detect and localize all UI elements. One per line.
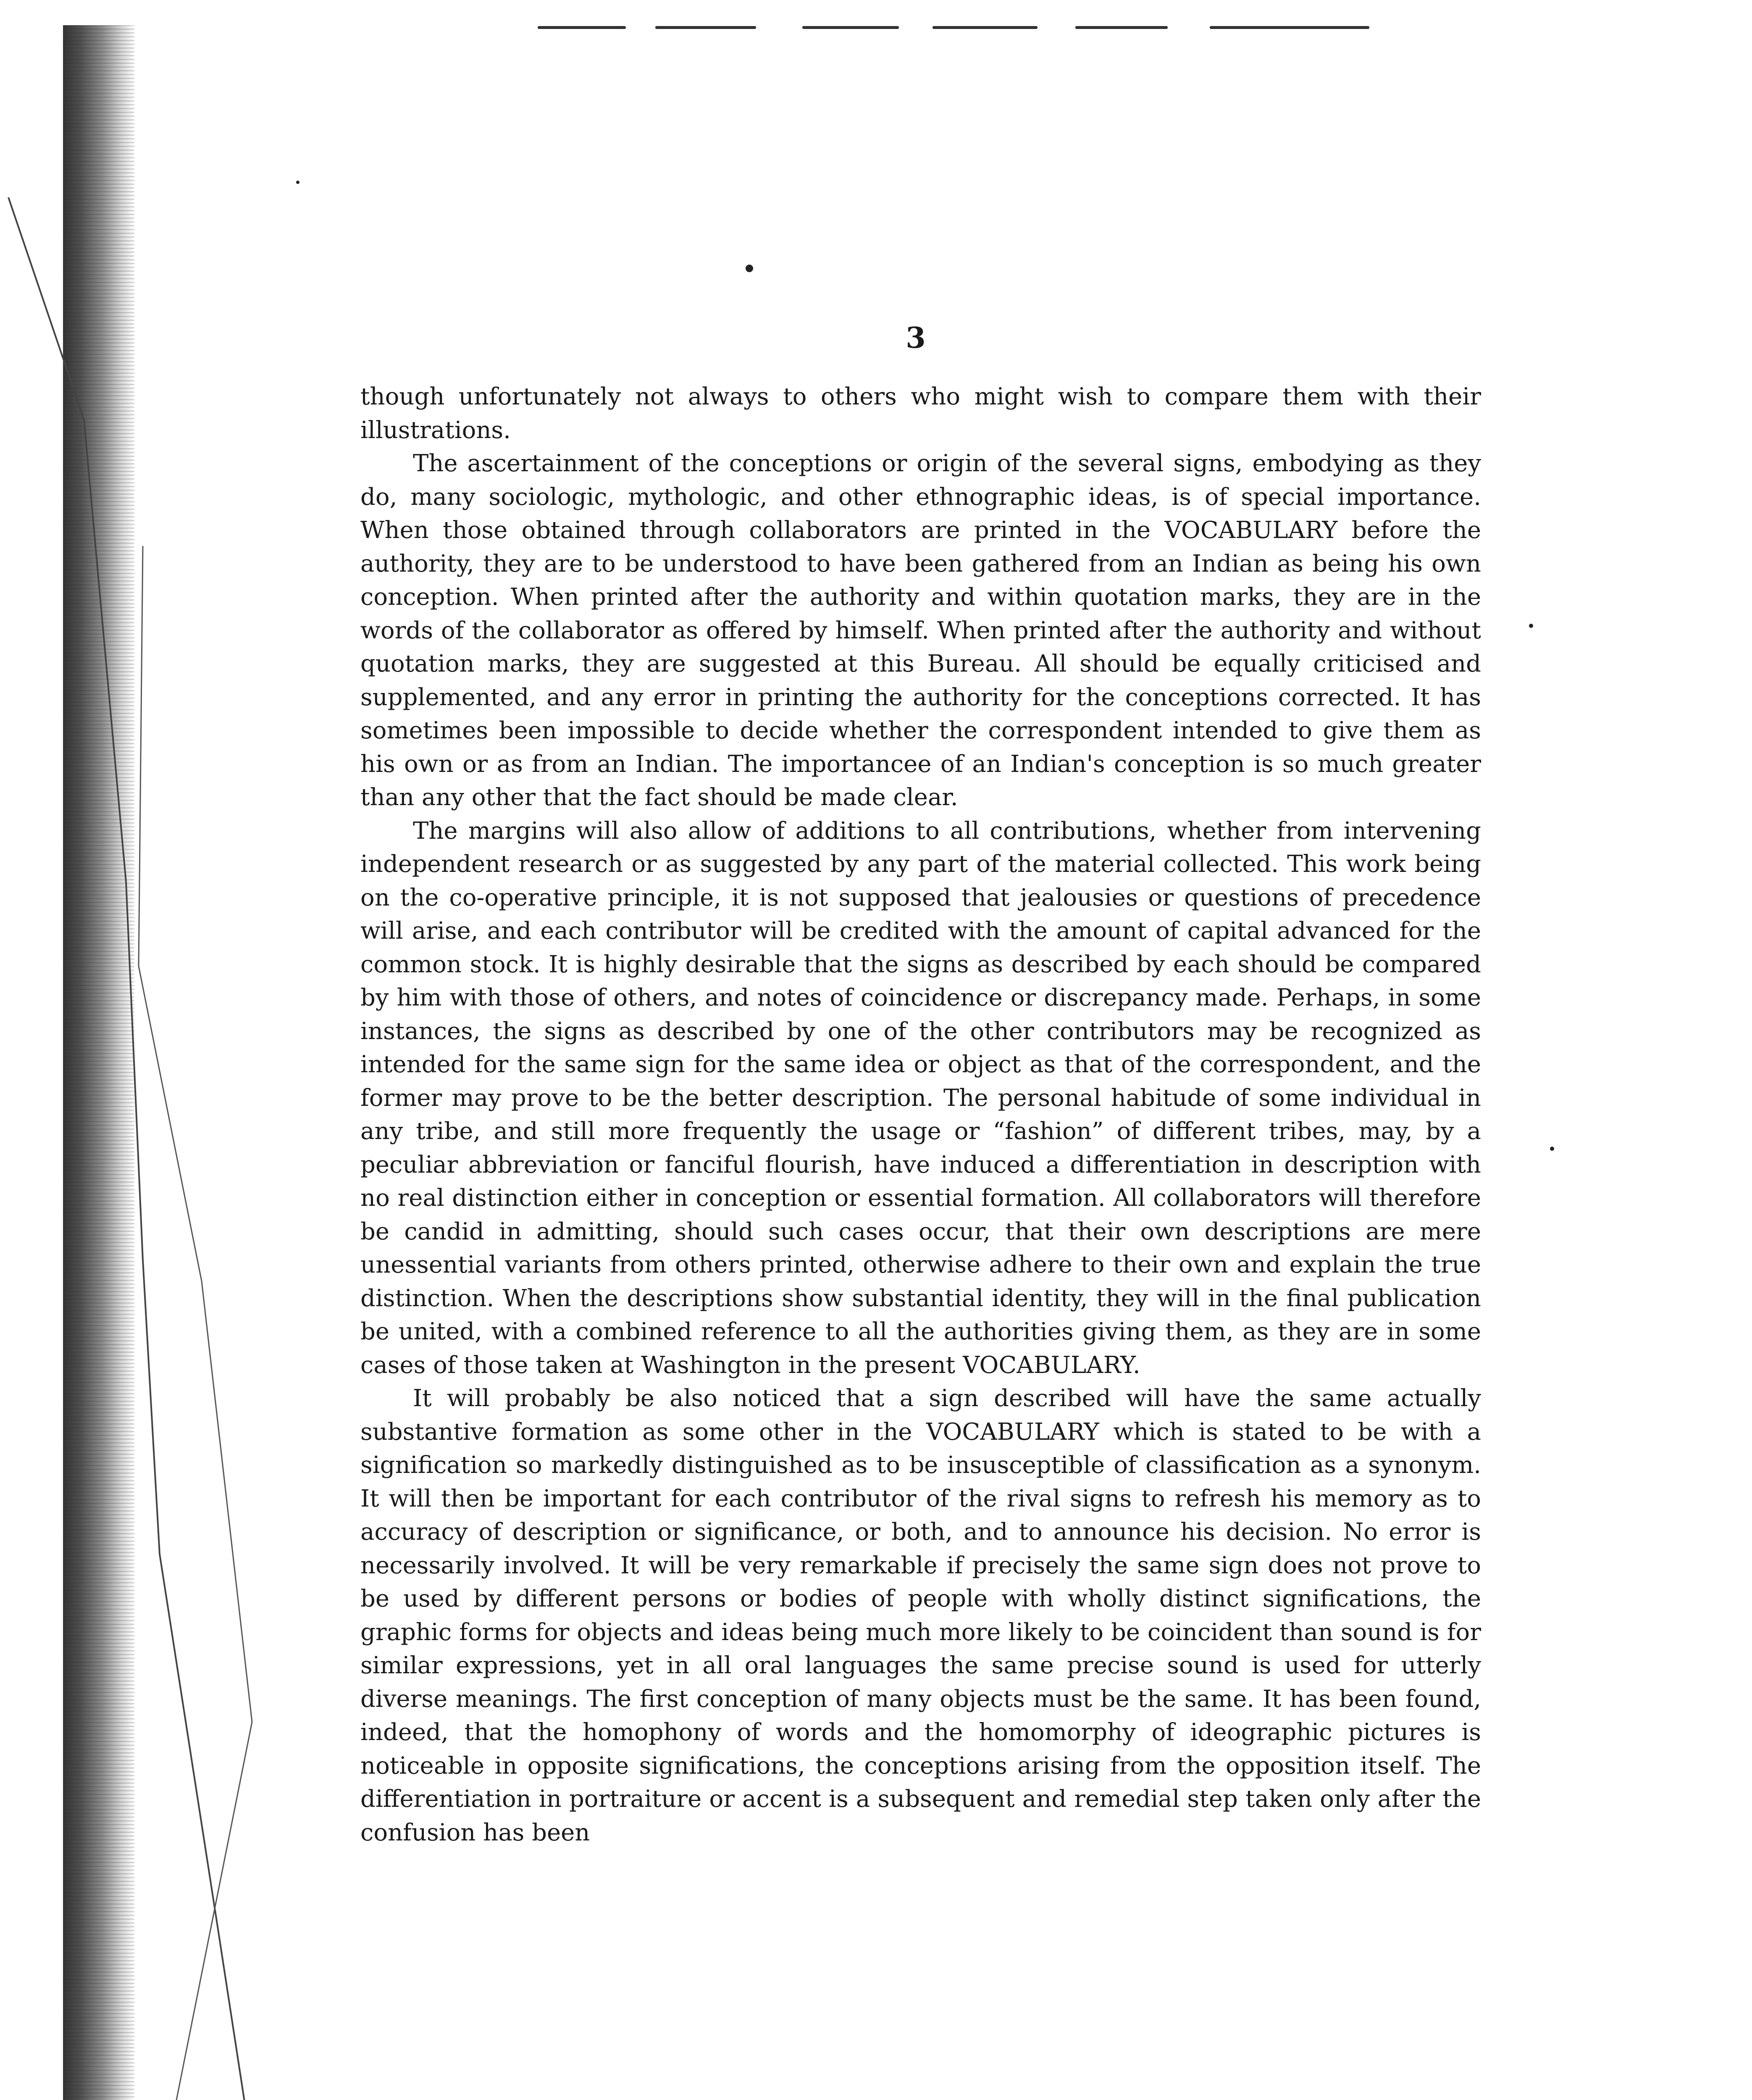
paragraph-margins: The margins will also allow of additions to all contributions, whether from intervening independent research or as suggested by any part of the material collected. This work being on the co-operative principle, it is not supposed that jealousies or questions of precedence will arise, and each contributor will be credited with the amount of capital advanced for the common stock. It is highly desirable that the signs as described by each should be compared by him with those of others, and notes of coincidence or discrepancy made. Perhaps, in some instances, the signs as described by one of the other contributors may be recognized as intended for the same sign for the same idea or object as that of the correspondent, and the former may prove to be the better description. The personal habitude of some individual in any tribe, and still more frequently the usage or “fashion” of different tribes, may, by a peculiar abbreviation or fanciful flourish, have induced a differentiation in description with no real distinction either in conception or essential formation. All collaborators will therefore be candid in admitting, should such cases occur, that their own descriptions are mere unessential variants from others printed, otherwise adhere to their own and explain the true distinction. When the descriptions show substantial identity, they will in the final publication be united, with a combined reference to all the authorities giving them, as they are in some cases of those taken at Washington in the present VOCABULARY. bbox=[360, 817, 1481, 1379]
paragraph-conceptions: The ascertainment of the conceptions or origin of the several signs, embodying as they do, many sociologic, mythologic, and other ethnographic ideas, is of special importance. When those obtained through collaborators are printed in the VOCABULARY before the authority, they are to be understood to have been gathered from an Indian as being his own conception. When printed after the authority and within quotation marks, they are in the words of the collaborator as offered by himself. When printed after the authority and without quotation marks, they are suggested at this Bureau. All should be equally criticised and supplemented, and any error in printing the authority for the conceptions corrected. It has sometimes been impossible to decide whether the correspondent intended to give them as his own or as from an Indian. The importancee of an Indian's conception is so much greater than any other that the fact should be made clear. bbox=[360, 450, 1481, 811]
header-rule-6 bbox=[1210, 26, 1369, 29]
header-rule-4 bbox=[932, 26, 1038, 29]
scan-speck bbox=[1529, 624, 1533, 628]
paragraph-continued: though unfortunately not always to others who might wish to compare them with their illustrations. bbox=[360, 383, 1481, 444]
header-rule-3 bbox=[802, 26, 899, 29]
page-number: 3 bbox=[906, 321, 926, 355]
header-rule-1 bbox=[538, 26, 626, 29]
body-text bbox=[360, 380, 1481, 1849]
scan-speck bbox=[746, 265, 753, 272]
scan-speck bbox=[296, 181, 299, 184]
header-rule-2 bbox=[655, 26, 756, 29]
header-rule-5 bbox=[1075, 26, 1168, 29]
paragraph-identical-signs: It will probably be also noticed that a sign described will have the same actually substantive formation as some other in the VOCABULARY which is stated to be with a signification so markedly distinguished as to be insusceptible of classification as a synonym. It will then be important for each contributor of the rival signs to refresh his memory as to accuracy of description or significance, or both, and to announce his decision. No error is necessarily involved. It will be very remarkable if precisely the same sign does not prove to be used by different persons or bodies of people with wholly distinct significations, the graphic forms for objects and ideas being much more likely to be coincident than sound is for similar expressions, yet in all oral languages the same precise sound is used for utterly diverse meanings. The first conception of many objects must be the same. It has been found, indeed, that the homophony of words and the homomorphy of ideographic pictures is noticeable in opposite significations, the conceptions arising from the opposition itself. The differentiation in portraiture or accent is a subsequent and remedial step taken only after the confusion has been bbox=[360, 1385, 1481, 1846]
scan-speck bbox=[1550, 1147, 1554, 1151]
